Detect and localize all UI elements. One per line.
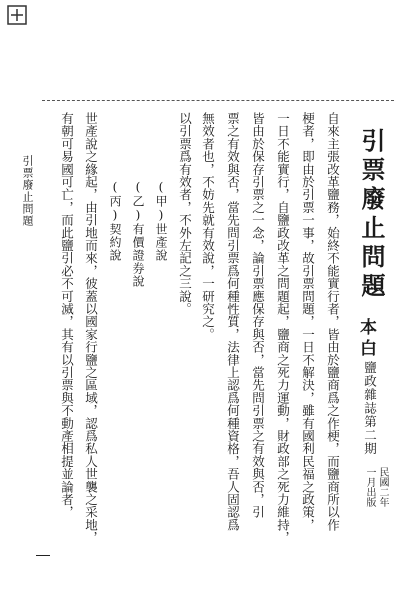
outline-item-2: (乙)有價證券說 [131,180,145,288]
running-header: 引票廢止問題 [21,155,34,227]
outline-item-1: (甲)世產說 [154,180,168,262]
closing-column-1: 世產說之緣起，由引地而來，彼蓋以國家行鹽之區域，認爲私人世襲之采地， [83,112,99,544]
corner-stamp-icon [6,4,28,26]
body-column-2: 梗者，即由於引票一事，故引票問題，一日不解決，雖有國利民福之政策， [300,112,316,532]
closing-column-2: 有朝可易國可亡，而此鹽引必不可滅，其有以引票與不動產相提並論者， [59,112,75,519]
outline-item-3: (丙)契約說 [108,180,122,262]
article-author: 本白 [356,318,376,360]
publication-date-line-2: 一月出版 [364,467,375,507]
article-source: 鹽政雜誌第二期 [362,361,378,456]
article-title: 引票廢止問題 [357,128,386,302]
body-column-3: 一日不能實行，自鹽政改革之問題起，鹽商之死力運動，財政部之死力維持， [275,112,291,544]
body-column-6: 無效者也，不妨先就有效說，一研究之。 [200,112,216,341]
page-number [36,555,50,556]
body-column-4: 皆由於保存引票之一念，論引票應保存與否，當先問引票之有效與否，引 [250,112,266,519]
body-column-5: 票之有效與否，當先問引票爲何種性質，法律上認爲何種資格，吾人固認爲 [225,112,241,532]
page-number-text [36,556,50,557]
body-column-7: 以引票爲有效者，不外左記之三說。 [177,112,193,316]
body-column-1: 自來主張改革鹽務，始終不能實行者，皆由於鹽商爲之作梗，而鹽商所以作 [325,112,341,532]
header-divider [42,100,394,101]
publication-date-line-1: 民國二年 [377,467,388,507]
